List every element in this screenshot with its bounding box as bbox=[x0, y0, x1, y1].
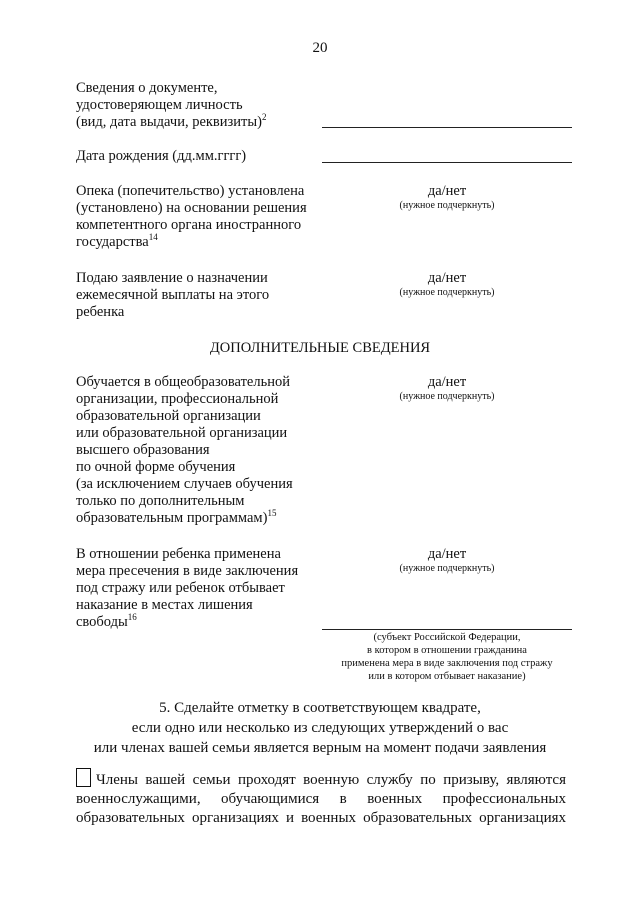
footnote-mark: 2 bbox=[261, 112, 267, 123]
subject-hint bbox=[322, 631, 572, 683]
birth-date-field[interactable] bbox=[322, 162, 572, 163]
underline-hint: (нужное подчеркнуть) bbox=[399, 391, 495, 402]
paragraph-line: военнослужащими, обучающимися в военных профессиональных bbox=[76, 791, 566, 807]
label-line: Обучается в общеобразовательной bbox=[76, 374, 290, 390]
yes-no-value[interactable]: да/нет bbox=[427, 374, 467, 390]
label-line: по очной форме обучения bbox=[76, 459, 236, 475]
section-5-instructions bbox=[60, 698, 580, 758]
education-yes-no[interactable] bbox=[372, 374, 522, 403]
label-line: ребенка bbox=[76, 304, 125, 320]
label-line: образовательной организации bbox=[76, 408, 261, 424]
label-line: Дата рождения (дд.мм.гггг) bbox=[76, 148, 247, 164]
label-line: высшего образования bbox=[76, 442, 210, 458]
document-info-field[interactable] bbox=[322, 127, 572, 128]
paragraph-line: образовательных организациях и военных образовательных организациях bbox=[76, 810, 566, 826]
hint-line: применена мера в виде заключения под стражу bbox=[341, 658, 553, 669]
label-line: организации, профессиональной bbox=[76, 391, 279, 407]
underline-hint: (нужное подчеркнуть) bbox=[399, 200, 495, 211]
paragraph-text: Члены вашей семьи проходят военную службу по призыву, являются bbox=[96, 772, 566, 788]
label-line: (установлено) на основании решения bbox=[76, 200, 307, 216]
guardianship-yes-no[interactable] bbox=[372, 183, 522, 212]
subject-field[interactable] bbox=[322, 629, 572, 630]
label-line: В отношении ребенка применена bbox=[76, 546, 281, 562]
label-line: компетентного органа иностранного bbox=[76, 217, 302, 233]
label-line: под стражу или ребенок отбывает bbox=[76, 580, 285, 596]
label-line: ежемесячной выплаты на этого bbox=[76, 287, 270, 303]
label-line: удостоверяющем личность bbox=[76, 97, 243, 113]
section-heading: ДОПОЛНИТЕЛЬНЫЕ СВЕДЕНИЯ bbox=[209, 340, 431, 356]
instruction-line: 5. Сделайте отметку в соответствующем квадрате, bbox=[159, 700, 481, 716]
yes-no-value[interactable]: да/нет bbox=[427, 546, 467, 562]
paragraph-line bbox=[76, 768, 566, 790]
detention-yes-no[interactable] bbox=[372, 546, 522, 575]
monthly-payment-yes-no[interactable] bbox=[372, 270, 522, 299]
footnote-mark: 15 bbox=[267, 508, 277, 519]
instruction-line: если одно или несколько из следующих утверждений о вас bbox=[131, 720, 509, 736]
military-service-item bbox=[76, 768, 566, 828]
label-line: Опека (попечительство) установлена bbox=[76, 183, 305, 199]
hint-line: в котором в отношении гражданина bbox=[367, 645, 527, 656]
birth-date-label bbox=[76, 148, 326, 165]
label-line: Сведения о документе, bbox=[76, 80, 218, 96]
education-label bbox=[76, 374, 326, 527]
military-checkbox[interactable] bbox=[76, 768, 91, 787]
guardianship-label bbox=[76, 183, 326, 251]
label-line: только по дополнительным bbox=[76, 493, 245, 509]
label-line: мера пресечения в виде заключения bbox=[76, 563, 299, 579]
hint-line: (субъект Российской Федерации, bbox=[373, 632, 521, 643]
label-line: Подаю заявление о назначении bbox=[76, 270, 268, 286]
label-line: или образовательной организации bbox=[76, 425, 288, 441]
label-line: свободы bbox=[76, 614, 128, 630]
hint-line: или в котором отбывает наказание) bbox=[368, 671, 526, 682]
underline-hint: (нужное подчеркнуть) bbox=[399, 563, 495, 574]
document-info-label bbox=[76, 80, 326, 131]
yes-no-value[interactable]: да/нет bbox=[427, 183, 467, 199]
label-line: (вид, дата выдачи, реквизиты) bbox=[76, 114, 262, 130]
footnote-mark: 14 bbox=[148, 232, 158, 243]
label-line: наказание в местах лишения bbox=[76, 597, 253, 613]
yes-no-value[interactable]: да/нет bbox=[427, 270, 467, 286]
underline-hint: (нужное подчеркнуть) bbox=[399, 287, 495, 298]
monthly-payment-label bbox=[76, 270, 326, 321]
footnote-mark: 16 bbox=[127, 612, 137, 623]
label-line: государства bbox=[76, 234, 149, 250]
instruction-line: или членах вашей семьи является верным на момент подачи заявления bbox=[93, 740, 547, 756]
page-number: 20 bbox=[312, 40, 328, 56]
label-line: (за исключением случаев обучения bbox=[76, 476, 293, 492]
label-line: образовательным программам) bbox=[76, 510, 268, 526]
detention-label bbox=[76, 546, 326, 631]
